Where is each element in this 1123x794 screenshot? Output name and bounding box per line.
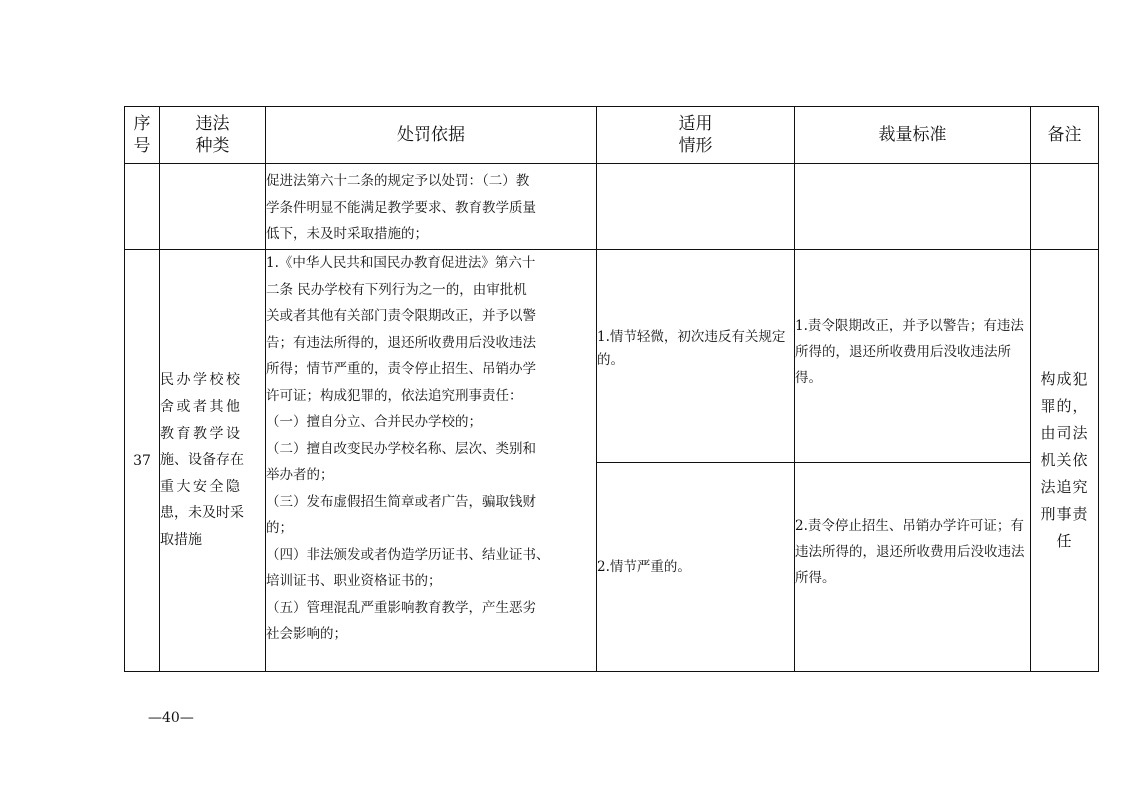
row37-seq: 37 <box>125 250 160 672</box>
basis-line: 社会影响的； <box>266 626 347 642</box>
continued-seq-cell <box>125 164 160 250</box>
header-seq-line1: 序 <box>133 114 151 134</box>
basis-line: （五）管理混乱严重影响教育教学，产生恶劣 <box>266 599 536 616</box>
remark-line: 刑事责 <box>1040 505 1089 523</box>
basis-line: 二条 民办学校有下列行为之一的，由审批机 <box>266 281 527 298</box>
row37-standard-2: 2.责令停止招生、吊销办学许可证；有违法所得的，退还所收费用后没收违法所得。 <box>795 463 1031 672</box>
remark-line: 机关依 <box>1040 451 1089 469</box>
basis-line: 所得；情节严重的，责令停止招生、吊销办学 <box>266 361 536 377</box>
basis-line: 的； <box>266 520 293 536</box>
row37-remark <box>1031 250 1099 672</box>
type-line: 重大安全隐 <box>160 478 243 495</box>
row37-standard-1: 1.责令限期改正，并予以警告；有违法所得的，退还所收费用后没收违法所得。 <box>795 250 1031 463</box>
header-seq-line2: 号 <box>133 136 151 156</box>
row-37 <box>125 250 1099 463</box>
row37-type <box>160 250 266 672</box>
header-type-line1: 违法 <box>195 114 230 134</box>
header-row <box>125 107 1099 164</box>
header-seq <box>125 107 160 164</box>
remark-line: 罪的， <box>1040 397 1089 415</box>
header-situation <box>597 107 795 164</box>
remark-line: 任 <box>1056 532 1073 550</box>
continued-remark-cell <box>1031 164 1099 250</box>
basis-line: 培训证书、职业资格证书的； <box>266 573 442 589</box>
header-type <box>160 107 266 164</box>
continued-standard-cell <box>795 164 1031 250</box>
continued-row <box>125 164 1099 250</box>
type-line: 患，未及时采 <box>160 505 244 522</box>
basis-line: 告；有违法所得的，退还所收费用后没收违法 <box>266 334 536 351</box>
header-situation-line2: 情形 <box>678 136 713 156</box>
basis-line: 举办者的； <box>266 467 334 483</box>
continued-situation-cell <box>597 164 795 250</box>
header-remark: 备注 <box>1031 107 1099 164</box>
page-number: —40— <box>148 710 194 726</box>
type-line: 舍或者其他 <box>160 399 243 416</box>
continued-type-cell <box>160 164 266 250</box>
header-type-line2: 种类 <box>195 136 230 156</box>
row37-situation-1: 1.情节轻微，初次违反有关规定的。 <box>597 250 795 463</box>
basis-line: 促进法第六十二条的规定予以处罚：（二）教 <box>266 173 530 189</box>
type-line: 教育教学设 <box>160 425 243 442</box>
type-line: 施、设备存在 <box>160 452 244 469</box>
basis-line: 关或者其他有关部门责令限期改正，并予以警 <box>266 308 536 324</box>
continued-basis-cell <box>266 164 597 250</box>
basis-line: （二）擅自改变民办学校名称、层次、类别和 <box>266 440 536 457</box>
basis-line: 1.《中华人民共和国民办教育促进法》第六十 <box>266 255 536 271</box>
basis-line: 学条件明显不能满足教学要求、教育教学质量 <box>266 199 536 216</box>
header-situation-line1: 适用 <box>678 114 713 134</box>
remark-line: 法追究 <box>1040 478 1089 496</box>
remark-line: 构成犯 <box>1040 370 1089 388</box>
row37-basis <box>266 250 597 672</box>
basis-line: 低下，未及时采取措施的； <box>266 226 428 242</box>
basis-line: 许可证；构成犯罪的，依法追究刑事责任： <box>266 387 523 404</box>
header-basis: 处罚依据 <box>266 107 597 164</box>
header-standard: 裁量标准 <box>795 107 1031 164</box>
row37-situation-2: 2.情节严重的。 <box>597 463 795 672</box>
basis-line: （三）发布虚假招生简章或者广告，骗取钱财 <box>266 493 536 510</box>
basis-line: （四）非法颁发或者伪造学历证书、结业证书、 <box>266 546 550 563</box>
type-line: 取措施 <box>160 531 202 548</box>
penalty-table <box>124 106 1099 672</box>
remark-line: 由司法 <box>1040 424 1089 442</box>
type-line: 民办学校校 <box>160 372 243 389</box>
basis-line: （一）擅自分立、合并民办学校的； <box>266 414 482 430</box>
